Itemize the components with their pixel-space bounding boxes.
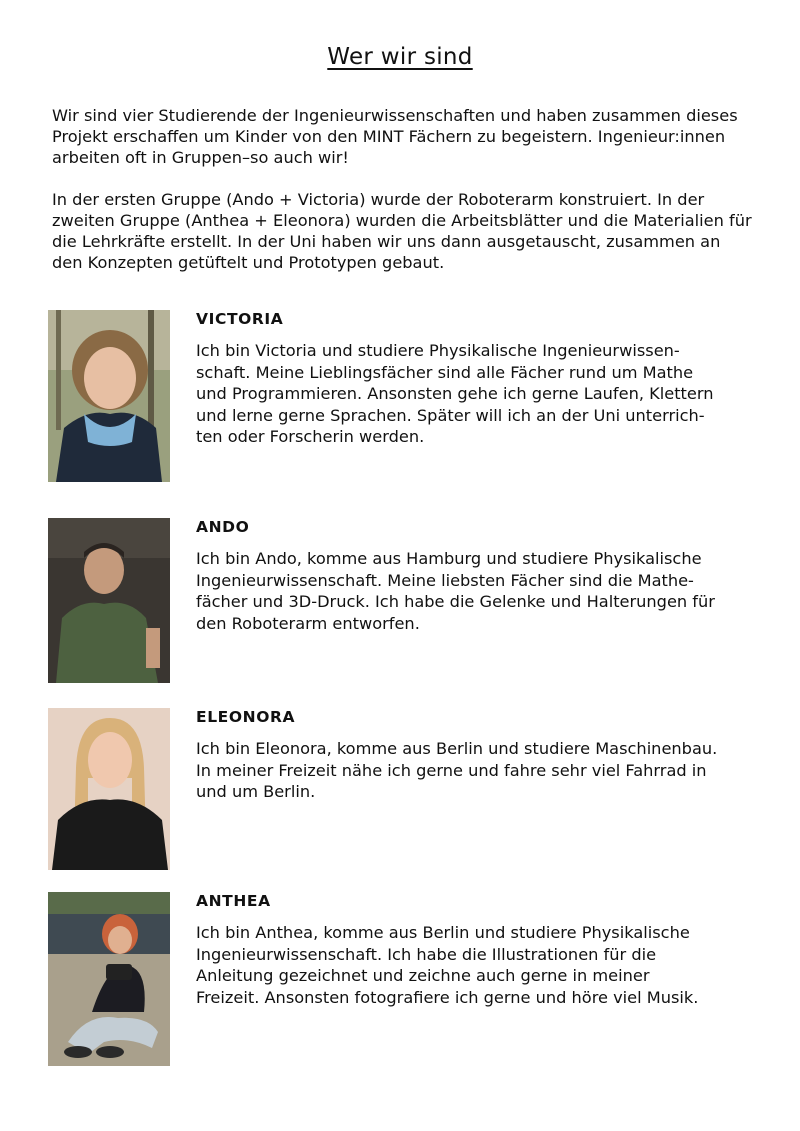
- bio-line: und um Berlin.: [196, 782, 316, 801]
- bio-line: Ich bin Ando, komme aus Hamburg und studiere Physikalische: [196, 549, 702, 568]
- person-bio-anthea: [196, 922, 756, 1008]
- bio-line: Ingenieurwissenschaft. Meine liebsten Fächer sind die Mathe-: [196, 570, 694, 590]
- person-name-victoria: VICTORIA: [196, 310, 284, 328]
- bio-line: schaft. Meine Lieblingsfächer sind alle Fächer rund um Mathe: [196, 362, 694, 382]
- person-bio-ando: [196, 548, 756, 634]
- bio-line: und Programmieren. Ansonsten gehe ich gerne Laufen, Klettern: [196, 384, 714, 403]
- intro-text-2: In der ersten Gruppe (Ando + Victoria) wurde der Roboterarm konstruiert. In der zweiten Gruppe (Anthea + Eleonora) wurden die Arbeitsblätter und die Materialien für die Lehrkräfte erstellt. In der Uni haben wir uns dann ausgetauscht, zusammen an den Konzepten getüftelt und Prototypen gebaut.: [52, 190, 752, 272]
- person-bio-victoria: [196, 340, 756, 448]
- bio-line: Ich bin Anthea, komme aus Berlin und studiere Physikalische: [196, 923, 690, 942]
- photo-victoria: [48, 310, 170, 482]
- page-title: Wer wir sind: [327, 44, 473, 70]
- bio-line: den Roboterarm entworfen.: [196, 613, 420, 633]
- photo-eleonora: [48, 708, 170, 870]
- person-name-anthea: ANTHEA: [196, 892, 271, 910]
- intro-paragraph-1: [52, 105, 752, 168]
- intro-paragraph-2: [52, 189, 752, 273]
- bio-line: Ich bin Victoria und studiere Physikalische Ingenieurwissen-: [196, 341, 680, 360]
- bio-line: und lerne gerne Sprachen. Später will ich an der Uni unterrich-: [196, 405, 705, 425]
- bio-line: ten oder Forscherin werden.: [196, 427, 425, 446]
- bio-line: Anleitung gezeichnet und zeichne auch gerne in meiner: [196, 966, 650, 985]
- intro-text-1: Wir sind vier Studierende der Ingenieurwissenschaften und haben zusammen dieses Projekt erschaffen um Kinder von den MINT Fächern zu begeistern. Ingenieur:innen arbeiten oft in Gruppen–so auch wir!: [52, 106, 738, 167]
- bio-line: fächer und 3D-Druck. Ich habe die Gelenke und Halterungen für: [196, 592, 715, 611]
- person-name-eleonora: ELEONORA: [196, 708, 296, 726]
- bio-line: Ingenieurwissenschaft. Ich habe die Illustrationen für die: [196, 944, 657, 964]
- bio-line: In meiner Freizeit nähe ich gerne und fahre sehr viel Fahrrad in: [196, 760, 707, 780]
- person-name-ando: ANDO: [196, 518, 250, 536]
- bio-line: Freizeit. Ansonsten fotografiere ich gerne und höre viel Musik.: [196, 987, 699, 1007]
- photo-anthea: [48, 892, 170, 1066]
- photo-ando: [48, 518, 170, 683]
- bio-line: Ich bin Eleonora, komme aus Berlin und studiere Maschinenbau.: [196, 739, 718, 758]
- person-bio-eleonora: [196, 738, 756, 803]
